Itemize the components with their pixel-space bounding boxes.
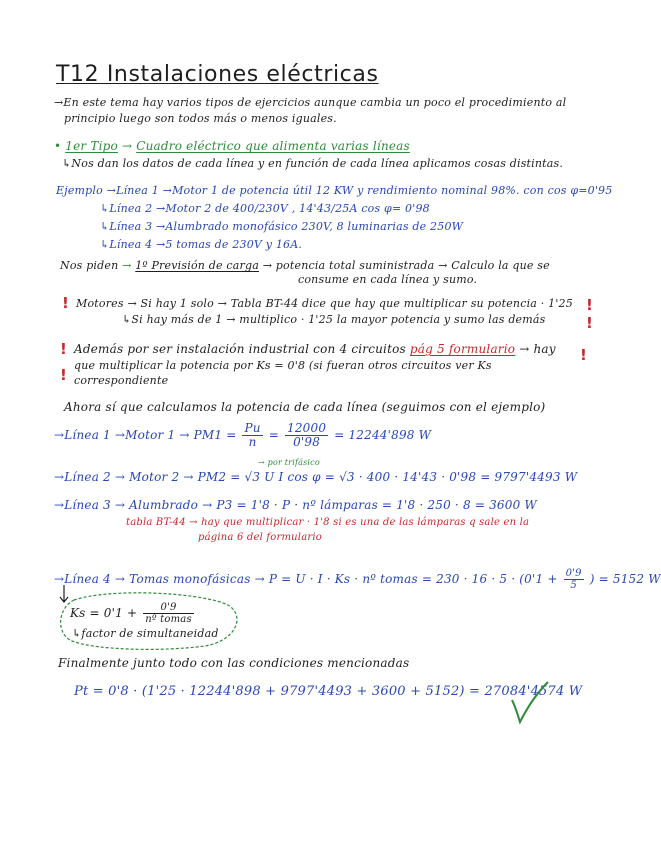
ademas-warning-mark: ! (60, 340, 68, 358)
ks-factor-label: ↳factor de simultaneidad (72, 627, 219, 640)
ejemplo-linea-1: →Línea 1 →Motor 1 de potencia útil 12 KW y rendimiento nominal 98%. con cos φ=0'95 (106, 184, 613, 197)
tipo-1-label: 1er Tipo (65, 139, 118, 153)
ejemplo-linea-3: ↳Línea 3 →Alumbrado monofásico 230V, 8 luminarias de 250W (100, 220, 464, 233)
motores-line-1: Motores → Si hay 1 solo → Tabla BT-44 dice que hay que multiplicar su potencia · 1'25 (76, 297, 573, 310)
fraction-denominator: 0'98 (293, 435, 321, 450)
prevision-label: 1º Previsión de carga (135, 259, 259, 272)
formulario-ref: pág 5 formulario (409, 342, 516, 356)
ademas-line-2: que multiplicar la potencia por Ks = 0'8 (si fueran otros circuitos ver Ks (74, 359, 492, 372)
motores-warning-mark: ! (62, 294, 70, 312)
motores-line-2: ↳Si hay más de 1 → multiplico · 1'25 la mayor potencia y sumo las demás (122, 313, 546, 326)
nos-piden-rest: → potencia total suministrada → Calculo la que se (262, 259, 550, 272)
fraction-denominator: 5 (570, 580, 577, 591)
tipo-1-bullet: • (54, 139, 62, 153)
nos-piden-line-2: consume en cada línea y sumo. (298, 273, 478, 286)
tipo-1-arrow: → (121, 139, 133, 153)
calc-3-formula: P3 = 1'8 · P · nº lámparas = 1'8 · 250 · 8 = 3600 W (216, 498, 537, 512)
ademas-warning-mark-right: ! (580, 346, 588, 364)
ejemplo-label: Ejemplo (56, 184, 103, 197)
finalmente-heading: Finalmente junto todo con las condiciones mencionadas (58, 656, 410, 670)
fraction-numerator: 0'9 (143, 602, 194, 614)
final-total-formula: Pt = 0'8 · (1'25 · 12244'898 + 9797'4493 + 3600 + 5152) = 27084'4574 W (74, 684, 583, 699)
tipo-1-desc: Cuadro eléctrico que alimenta varias líneas (136, 139, 410, 153)
ademas-line-3: correspondiente (74, 374, 169, 387)
calc-2-formula: PM2 = √3 U I cos φ = √3 · 400 · 14'43 · 0'98 = 9797'4493 W (197, 470, 578, 484)
fraction-numerator: 0'9 (565, 568, 582, 579)
calc-4-lead: →Línea 4 → Tomas monofásicas → (54, 572, 265, 586)
calc-3-lead: →Línea 3 → Alumbrado → (54, 498, 213, 512)
fraction-numerator: 12000 (286, 421, 327, 435)
ahora-heading: Ahora sí que calculamos la potencia de cada línea (seguimos con el ejemplo) (64, 400, 546, 414)
intro-line-1: →En este tema hay varios tipos de ejercicios aunque cambia un poco el procedimiento al (54, 96, 567, 109)
ks-lhs: Ks = 0'1 + (70, 606, 138, 620)
calc-4-formula: P = U · I · Ks · nº tomas = 230 · 16 · 5 · (0'1 + (268, 572, 558, 586)
tipo-1-sub: ↳Nos dan los datos de cada línea y en función de cada línea aplicamos cosas distintas. (62, 157, 564, 170)
calc-4-result: ) = 5152 W (589, 572, 661, 586)
ademas-text: Además por ser instalación industrial con 4 circuitos (74, 342, 406, 356)
nos-piden-arrow: → (122, 259, 132, 272)
motores-warning-mark-right: ! (586, 296, 594, 314)
ademas-text-end: → hay (519, 342, 556, 356)
calc-1-eq: = (268, 428, 279, 443)
page-title: T12 Instalaciones eléctricas (56, 62, 379, 87)
fraction-denominator: nº tomas (145, 614, 192, 625)
ejemplo-linea-2: ↳Línea 2 →Motor 2 de 400/230V , 14'43/25A cos φ= 0'98 (100, 202, 430, 215)
down-arrow-icon (60, 585, 68, 602)
ks-dashed-outline (61, 593, 237, 650)
calc-3-note-2: página 6 del formulario (198, 532, 322, 543)
nos-piden-prefix: Nos piden (60, 259, 119, 272)
calc-1-lead: →Línea 1 →Motor 1 → (54, 428, 190, 443)
calc-1-result: = 12244'898 W (334, 428, 432, 443)
calc-2-lead: →Línea 2 → Motor 2 → (54, 470, 194, 484)
calc-3-note-1: tabla BT-44 → hay que multiplicar · 1'8 si es una de las lámparas q sale en la (126, 517, 530, 528)
ademas-warning-mark-2: ! (60, 366, 68, 384)
fraction-denominator: n (248, 435, 257, 450)
trifasico-note: → por trifásico (258, 458, 320, 467)
motores-warning-mark-right-2: ! (586, 314, 594, 332)
fraction-numerator: Pu (244, 421, 261, 435)
check-mark-icon (512, 682, 548, 722)
ejemplo-linea-4: ↳Línea 4 →5 tomas de 230V y 16A. (100, 238, 303, 251)
calc-1-lhs: PM1 = (193, 428, 237, 443)
intro-line-2: principio luego son todos más o menos iguales. (64, 112, 337, 125)
